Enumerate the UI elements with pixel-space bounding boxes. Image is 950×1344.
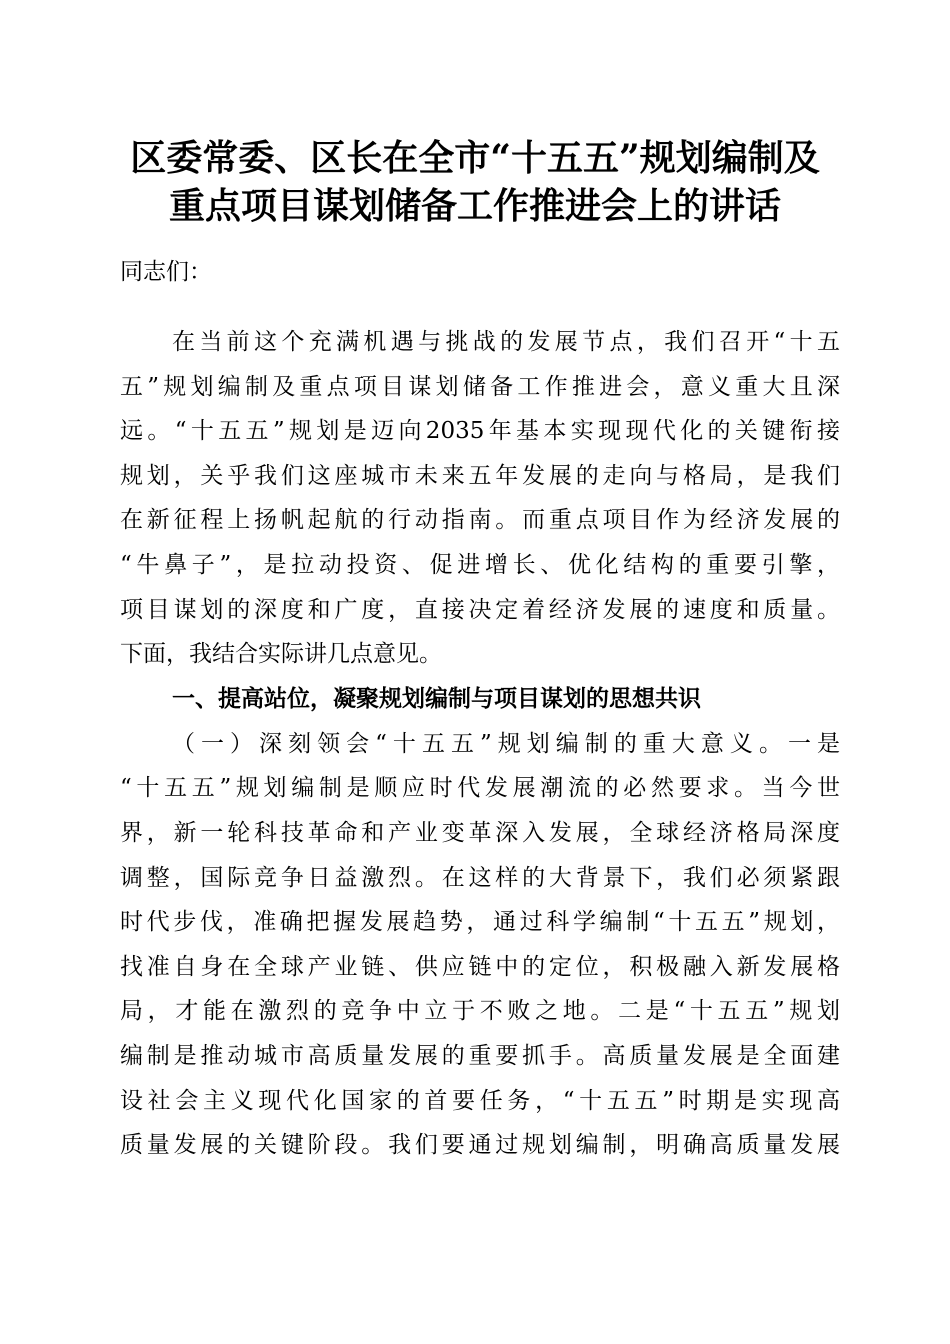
intro-line: 远。“十五五”规划是迈向2035年基本实现现代化的关键衔接: [120, 418, 840, 444]
intro-line: 下面，我结合实际讲几点意见。: [120, 641, 442, 667]
section-1-line: 局，才能在激烈的竞争中立于不败之地。二是“十五五”规划: [120, 998, 840, 1024]
section-1-line: 设社会主义现代化国家的首要任务，“十五五”时期是实现高: [120, 1088, 840, 1114]
intro-line: 规划，关乎我们这座城市未来五年发展的走向与格局，是我们: [120, 463, 840, 489]
document-title-line-2: 重点项目谋划储备工作推进会上的讲话: [168, 185, 781, 227]
document-title-line-1: 区委常委、区长在全市“十五五”规划编制及: [130, 137, 820, 179]
section-1-line: 界，新一轮科技革命和产业变革深入发展，全球经济格局深度: [120, 820, 840, 846]
intro-line: 在新征程上扬帆起航的行动指南。而重点项目作为经济发展的: [120, 507, 840, 533]
section-1-heading: 一、提高站位，凝聚规划编制与项目谋划的思想共识: [172, 686, 701, 712]
section-1-line: “十五五”规划编制是顺应时代发展潮流的必然要求。当今世: [120, 775, 840, 801]
intro-line: 项目谋划的深度和广度，直接决定着经济发展的速度和质量。: [120, 597, 840, 623]
intro-line: “牛鼻子”，是拉动投资、促进增长、优化结构的重要引擎，: [120, 552, 840, 578]
section-1-line: 编制是推动城市高质量发展的重要抓手。高质量发展是全面建: [120, 1043, 840, 1069]
intro-line: 五”规划编制及重点项目谋划储备工作推进会，意义重大且深: [120, 374, 840, 400]
section-1-line: 调整，国际竞争日益激烈。在这样的大背景下，我们必须紧跟: [120, 865, 840, 891]
intro-line: 在当前这个充满机遇与挑战的发展节点，我们召开“十五: [172, 329, 840, 355]
salutation: 同志们：: [120, 259, 212, 285]
section-1-line: （一）深刻领会“十五五”规划编制的重大意义。一是: [172, 731, 840, 757]
section-1-line: 找准自身在全球产业链、供应链中的定位，积极融入新发展格: [120, 954, 840, 980]
section-1-line: 时代步伐，准确把握发展趋势，通过科学编制“十五五”规划，: [120, 909, 840, 935]
section-1-line: 质量发展的关键阶段。我们要通过规划编制，明确高质量发展: [120, 1132, 840, 1158]
